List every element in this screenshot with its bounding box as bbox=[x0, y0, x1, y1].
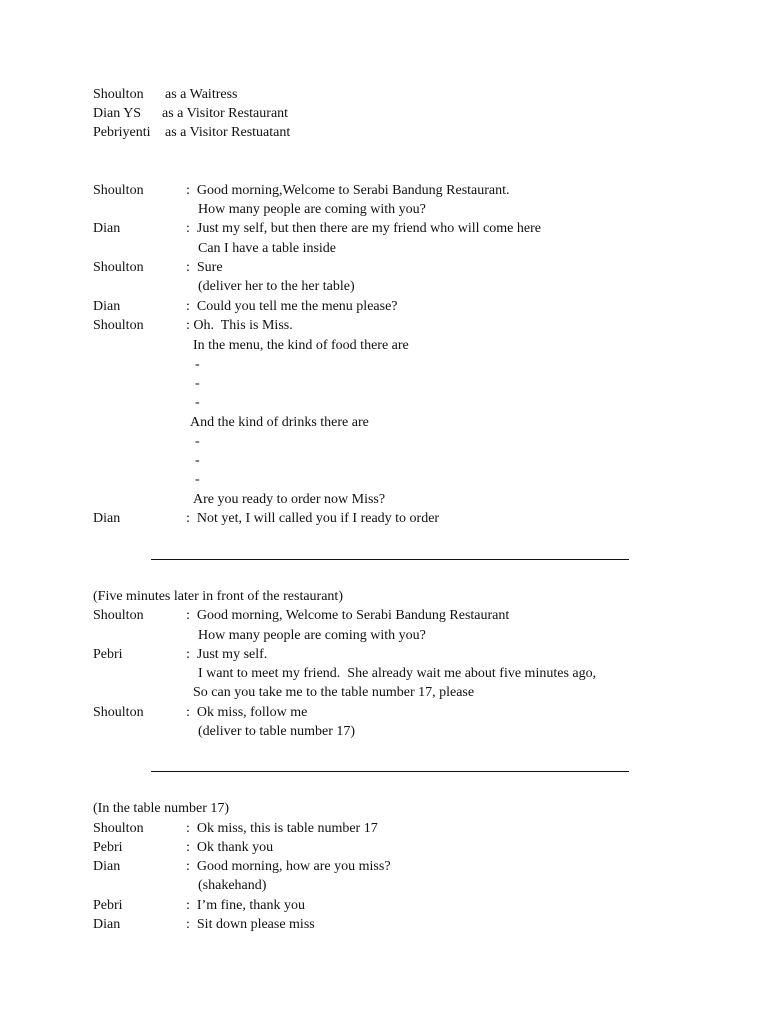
scene-direction: (Five minutes later in front of the restaurant) bbox=[93, 589, 343, 604]
speaker-name: Pebri bbox=[93, 840, 123, 855]
dialogue-line: : Sit down please miss bbox=[186, 917, 315, 932]
dialogue-line: : Just my self, but then there are my friend who will come here bbox=[186, 221, 541, 236]
dialogue-line: Can I have a table inside bbox=[198, 241, 337, 256]
dialogue-line: : Ok miss, follow me bbox=[186, 705, 308, 720]
speaker-name: Pebri bbox=[93, 898, 123, 913]
section-divider bbox=[151, 771, 629, 772]
speaker-name: Shoulton bbox=[93, 318, 144, 333]
speaker-name: Shoulton bbox=[93, 183, 144, 198]
menu-list-item: - bbox=[195, 453, 200, 468]
section-divider bbox=[151, 559, 629, 560]
scene-direction: (In the table number 17) bbox=[93, 801, 230, 816]
cast-role: as a Waitress bbox=[165, 87, 238, 102]
dialogue-line: How many people are coming with you? bbox=[198, 202, 426, 217]
speaker-name: Pebri bbox=[93, 647, 123, 662]
dialogue-line: : Could you tell me the menu please? bbox=[186, 299, 398, 314]
cast-role: as a Visitor Restuatant bbox=[165, 125, 291, 140]
speaker-name: Shoulton bbox=[93, 821, 144, 836]
speaker-name: Shoulton bbox=[93, 608, 144, 623]
dialogue-line: In the menu, the kind of food there are bbox=[193, 338, 409, 353]
dialogue-line: And the kind of drinks there are bbox=[190, 415, 369, 430]
speaker-name: Dian bbox=[93, 221, 121, 236]
dialogue-line: : Good morning, how are you miss? bbox=[186, 859, 391, 874]
dialogue-line: : Just my self. bbox=[186, 647, 268, 662]
cast-role: as a Visitor Restaurant bbox=[162, 106, 289, 121]
dialogue-line: : Sure bbox=[186, 260, 223, 275]
stage-direction: (deliver to table number 17) bbox=[198, 724, 356, 739]
dialogue-line: : Ok miss, this is table number 17 bbox=[186, 821, 378, 836]
cast-name: Pebriyenti bbox=[93, 125, 151, 140]
dialogue-line: So can you take me to the table number 17, please bbox=[193, 685, 475, 700]
dialogue-line: : Not yet, I will called you if I ready to order bbox=[186, 511, 440, 526]
dialogue-line: I want to meet my friend. She already wait me about five minutes ago, bbox=[198, 666, 597, 681]
speaker-name: Dian bbox=[93, 859, 121, 874]
menu-list-item: - bbox=[195, 376, 200, 391]
dialogue-line: : Good morning, Welcome to Serabi Bandung Restaurant bbox=[186, 608, 510, 623]
menu-list-item: - bbox=[195, 472, 200, 487]
dialogue-line: How many people are coming with you? bbox=[198, 628, 426, 643]
dialogue-line: : I’m fine, thank you bbox=[186, 898, 305, 913]
speaker-name: Shoulton bbox=[93, 260, 144, 275]
dialogue-line: : Good morning,Welcome to Serabi Bandung Restaurant. bbox=[186, 183, 510, 198]
speaker-name: Dian bbox=[93, 917, 121, 932]
speaker-name: Dian bbox=[93, 511, 121, 526]
speaker-name: Dian bbox=[93, 299, 121, 314]
stage-direction: (shakehand) bbox=[198, 878, 267, 893]
menu-list-item: - bbox=[195, 395, 200, 410]
speaker-name: Shoulton bbox=[93, 705, 144, 720]
menu-list-item: - bbox=[195, 434, 200, 449]
menu-list-item: - bbox=[195, 357, 200, 372]
dialogue-line: : Ok thank you bbox=[186, 840, 274, 855]
cast-name: Shoulton bbox=[93, 87, 144, 102]
dialogue-line: Are you ready to order now Miss? bbox=[193, 492, 386, 507]
cast-name: Dian YS bbox=[93, 106, 142, 121]
stage-direction: (deliver her to the her table) bbox=[198, 279, 355, 294]
dialogue-line: : Oh. This is Miss. bbox=[186, 318, 293, 333]
